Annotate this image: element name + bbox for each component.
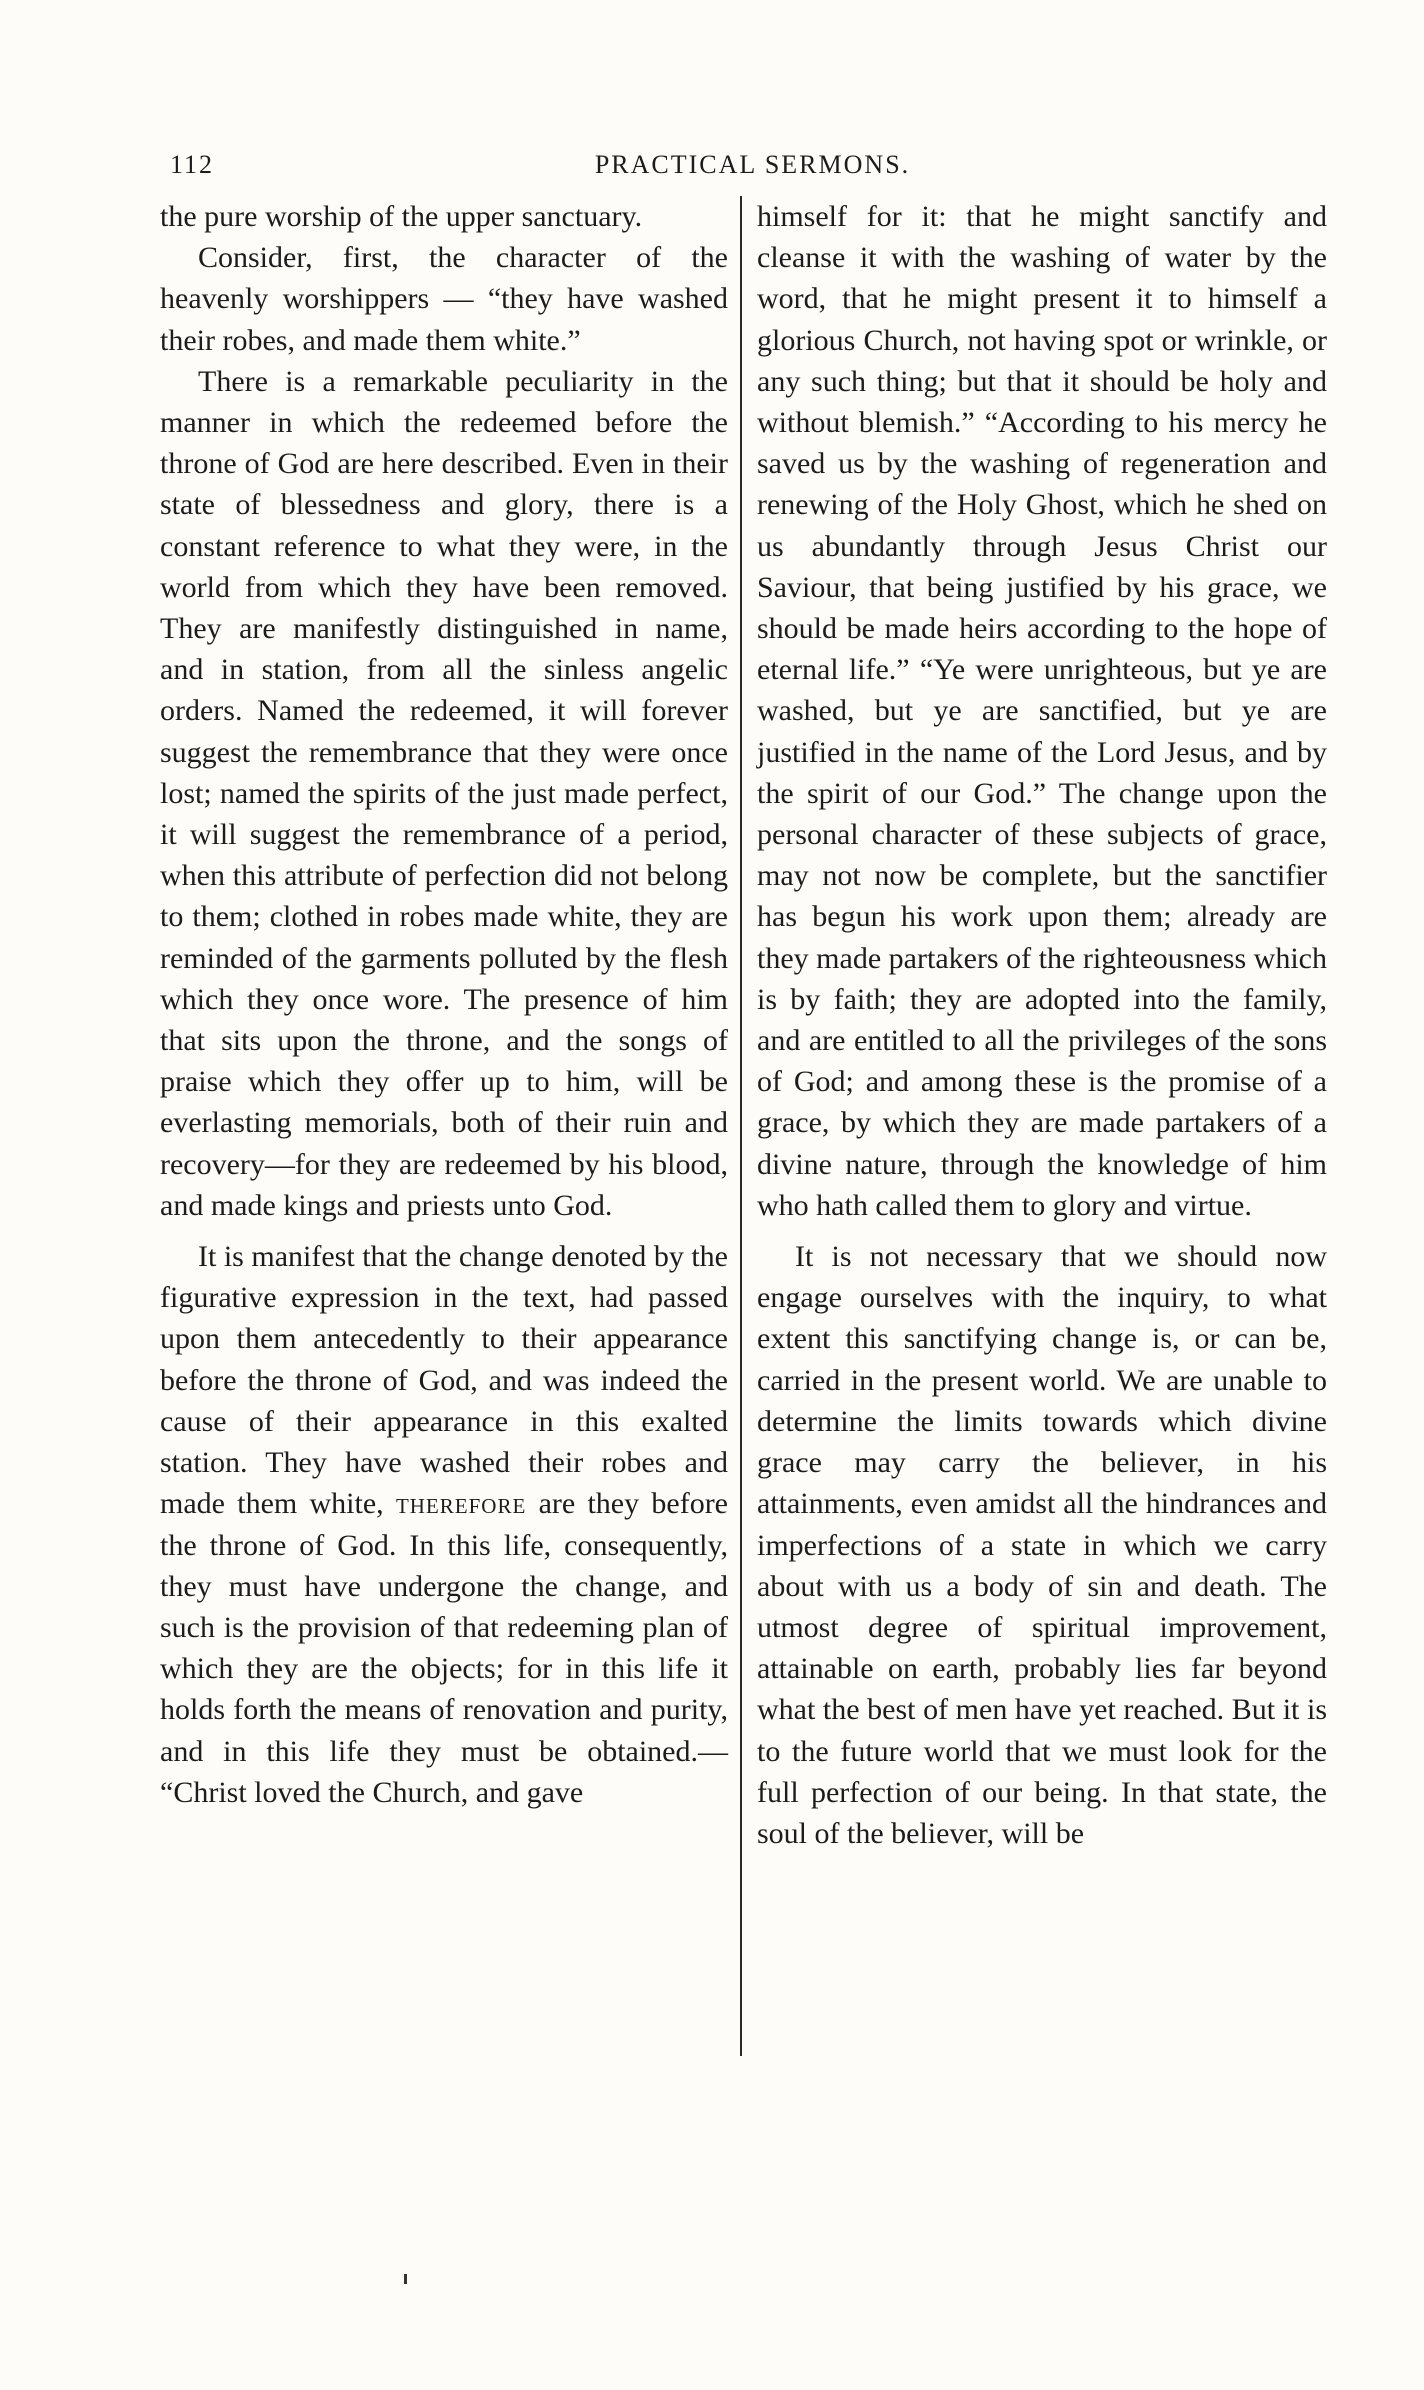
left-paragraph-4-before: It is manifest that the change denoted by the figurative expression in the text, had passed upon them antecedently to their appearance before the throne of God, and was indeed the cause of their appearance in this exalted station. They have washed their robes and made them white,	[160, 1240, 728, 1521]
right-paragraph-1: himself for it: that he might sanctify and cleanse it with the washing of water by the word, that he might present it to himself a glorious Church, not having spot or wrinkle, or any such thing; but that it should be holy and without blemish.” “According to his mercy he saved us by the washing of regeneration and renewing of the Holy Ghost, which he shed on us abundantly through Jesus Christ our Saviour, that being justified by his grace, we should be made heirs according to the hope of eternal life.” “Ye were unrighteous, but ye are washed, but ye are sanctified, but ye are justified in the name of the Lord Jesus, and by the spirit of our God.” The change upon the personal character of these subjects of grace, may not now be complete, but the sanctifier has begun his work upon them; already are they made partakers of the righteousness which is by faith; they are adopted into the family, and are entitled to all the privileges of the sons of God; and among these is the promise of a grace, by which they are made partakers of a divine nature, through the knowledge of him who hath called them to glory and virtue.	[757, 200, 1327, 1222]
left-paragraph-4-after: are they before the throne of God. In this life, consequently, they must have undergone the change, and such is the provision of that redeeming plan of which they are the objects; for in this life it holds forth the means of renovation and purity, and in this life they must be obtained.— “Christ loved the Church, and gave	[160, 1487, 728, 1809]
left-paragraph-2: Consider, first, the character of the heavenly worshippers — “they have washed their robes, and made them white.”	[160, 241, 728, 357]
right-column	[757, 196, 1327, 1854]
right-paragraph-2: It is not necessary that we should now engage ourselves with the inquiry, to what extent this sanctifying change is, or can be, carried in the present world. We are unable to determine the limits towards which divine grace may carry the believer, in his attainments, even amidst all the hindrances and imperfections of a state in which we carry about with us a body of sin and death. The utmost degree of spiritual improvement, attainable on earth, probably lies far beyond what the best of men have yet reached. But it is to the future world that we must look for the full perfection of our being. In that state, the soul of the believer, will be	[757, 1240, 1327, 1850]
running-title: PRACTICAL SERMONS.	[594, 150, 911, 179]
left-column	[160, 196, 728, 1813]
left-paragraph-3: There is a remarkable peculiarity in the manner in which the redeemed before the throne of God are here described. Even in their state of blessedness and glory, there is a constant reference to what they were, in the world from which they have been removed. They are manifestly distinguished in name, and in station, from all the sinless angelic orders. Named the redeemed, it will forever suggest the remembrance that they were once lost; named the spirits of the just made perfect, it will suggest the remembrance of a period, when this attribute of perfection did not belong to them; clothed in robes made white, they are reminded of the garments polluted by the flesh which they once wore. The presence of him that sits upon the throne, and the songs of praise which they offer up to him, will be everlasting memorials, both of their ruin and recovery—for they are redeemed by his blood, and made kings and priests unto God.	[160, 364, 728, 1222]
left-paragraph-1: the pure worship of the upper sanctuary.	[160, 200, 643, 233]
ink-speck	[404, 2274, 407, 2284]
column-divider	[740, 196, 742, 2056]
left-paragraph-4	[160, 1236, 728, 1813]
running-head	[170, 150, 1335, 190]
page-number: 112	[170, 150, 215, 179]
therefore-emphasis: therefore	[395, 1487, 527, 1521]
